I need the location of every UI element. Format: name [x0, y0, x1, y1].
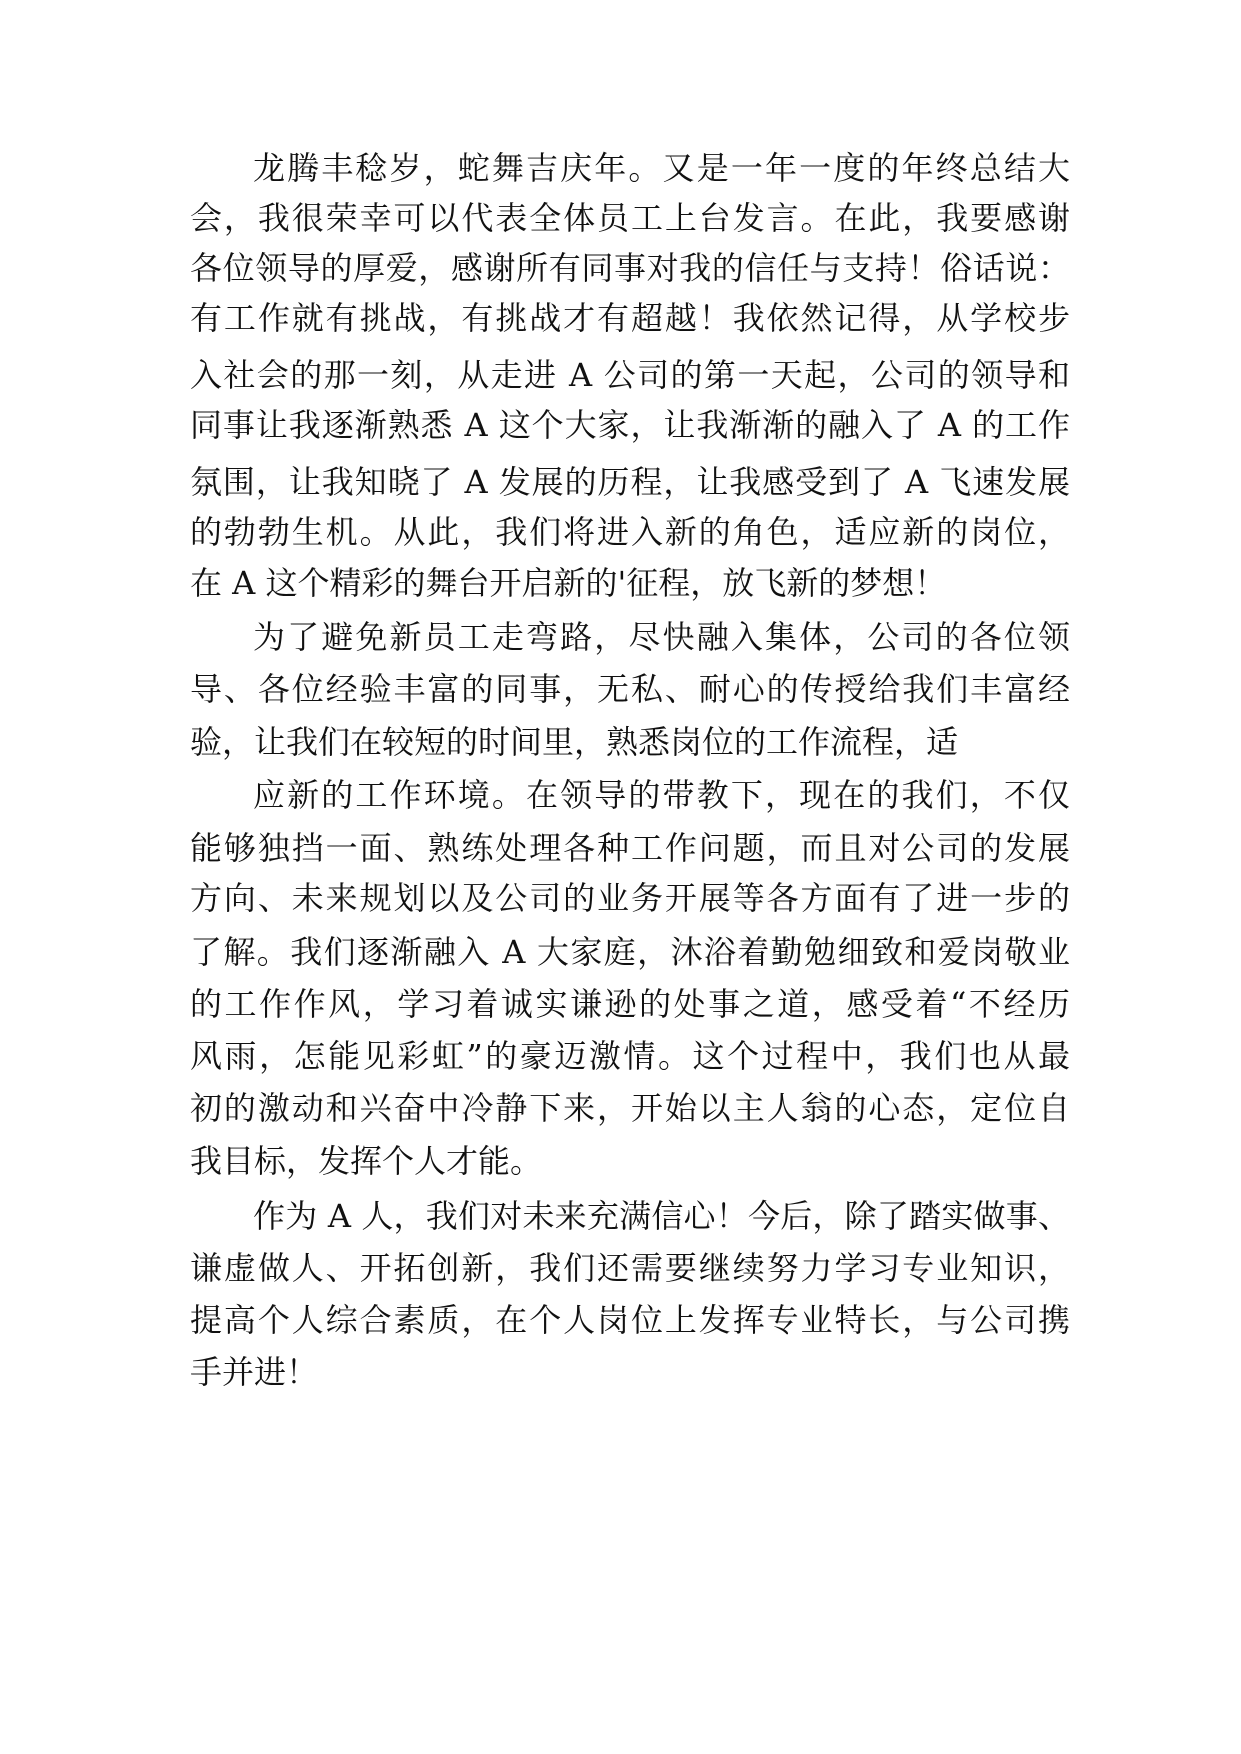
text-line: 风雨，怎能见彩虹”的豪迈激情。这个过程中，我们也从最 — [190, 1037, 1070, 1075]
text-line: 氛围，让我知晓了 A 发展的历程，让我感受到了 A 飞速发展 — [190, 463, 1070, 501]
text-line: 导、各位经验丰富的同事，无私、耐心的传授给我们丰富经 — [190, 670, 1070, 708]
text-line: 应新的工作环境。在领导的带教下，现在的我们，不仅 — [253, 776, 1070, 814]
text-line: 提高个人综合素质，在个人岗位上发挥专业特长，与公司携 — [190, 1301, 1070, 1339]
text-line: 会，我很荣幸可以代表全体员工上台发言。在此，我要感谢 — [190, 199, 1070, 237]
text-line: 初的激动和兴奋中冷静下来，开始以主人翁的心态，定位自 — [190, 1089, 1070, 1127]
text-line: 能够独挡一面、熟练处理各种工作问题，而且对公司的发展 — [190, 829, 1070, 867]
text-line: 了解。我们逐渐融入 A 大家庭，沐浴着勤勉细致和爱岗敬业 — [190, 933, 1070, 971]
text-line: 有工作就有挑战，有挑战才有超越！我依然记得，从学校步 — [190, 299, 1070, 337]
text-line: 谦虚做人、开拓创新，我们还需要继续努力学习专业知识， — [190, 1249, 1070, 1287]
text-line: 的工作作风，学习着诚实谦逊的处事之道，感受着“不经历 — [190, 985, 1070, 1023]
text-line: 为了避免新员工走弯路，尽快融入集体，公司的各位领 — [253, 618, 1070, 656]
text-line: 验，让我们在较短的时间里，熟悉岗位的工作流程，适 — [190, 723, 959, 761]
text-line: 入社会的那一刻，从走进 A 公司的第一天起，公司的领导和 — [190, 356, 1070, 394]
text-line: 各位领导的厚爱，感谢所有同事对我的信任与支持！俗话说： — [190, 249, 1070, 287]
text-line: 手并进！ — [190, 1353, 319, 1391]
text-line: 龙腾丰稔岁，蛇舞吉庆年。又是一年一度的年终总结大 — [253, 149, 1070, 187]
text-line: 的勃勃生机。从此，我们将进入新的角色，适应新的岗位， — [190, 513, 1070, 551]
text-line: 同事让我逐渐熟悉 A 这个大家，让我渐渐的融入了 A 的工作 — [190, 406, 1070, 444]
text-line: 我目标，发挥个人才能。 — [190, 1142, 543, 1180]
text-line: 作为 A 人，我们对未来充满信心！今后，除了踏实做事、 — [253, 1197, 1070, 1235]
text-line: 方向、未来规划以及公司的业务开展等各方面有了进一步的 — [190, 879, 1070, 917]
text-line: 在 A 这个精彩的舞台开启新的'征程，放飞新的梦想！ — [190, 564, 947, 602]
